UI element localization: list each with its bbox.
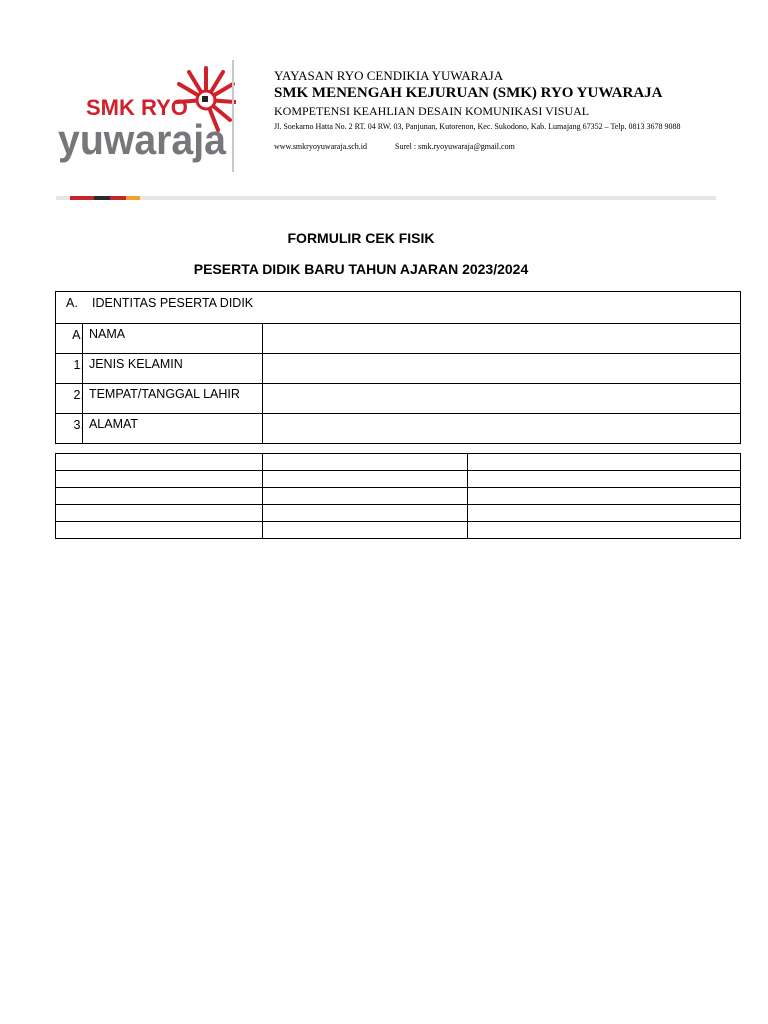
field-input-gender[interactable]: [262, 354, 740, 384]
grid-cell[interactable]: [262, 471, 468, 488]
letterhead: [274, 68, 694, 153]
rule-red-segment-2: [110, 196, 126, 200]
grid-row: [56, 488, 741, 505]
row-number-text: 1.: [73, 358, 84, 372]
school-name: SMK MENENGAH KEJURUAN (SMK) RYO YUWARAJA: [274, 85, 663, 101]
row-number-text: 2.: [73, 388, 84, 402]
grid-row: [56, 471, 741, 488]
section-header: [56, 292, 741, 324]
row-number: [56, 384, 83, 414]
section-header-row: [56, 292, 741, 324]
field-input-address[interactable]: [262, 414, 740, 444]
logo-brand-top: SMK RYO: [86, 95, 188, 120]
grid-cell[interactable]: [262, 505, 468, 522]
field-row-address: [56, 414, 741, 444]
header-rule: [56, 196, 716, 200]
website-link[interactable]: www.smkryoyuwaraja.sch.id: [274, 142, 368, 151]
grid-row: [56, 522, 741, 539]
row-number: [56, 324, 83, 354]
row-number-text: A.: [72, 328, 84, 342]
field-row-name: [56, 324, 741, 354]
grid-cell[interactable]: [262, 488, 468, 505]
rule-dark-segment: [94, 196, 110, 200]
field-input-birth[interactable]: [262, 384, 740, 414]
grid-row: [56, 454, 741, 471]
section-mark: A.: [66, 296, 78, 310]
field-input-name[interactable]: [262, 324, 740, 354]
form-title: FORMULIR CEK FISIK: [287, 230, 435, 246]
field-label-address: ALAMAT: [82, 414, 262, 444]
grid-cell[interactable]: [468, 471, 741, 488]
row-number: [56, 354, 83, 384]
school-logo: [56, 60, 236, 176]
grid-cell[interactable]: [56, 505, 263, 522]
form-subtitle: PESERTA DIDIK BARU TAHUN AJARAN 2023/2024: [193, 261, 529, 277]
contact-line: [274, 141, 694, 153]
row-number: [56, 414, 83, 444]
grid-row: [56, 505, 741, 522]
logo-brand-bottom: yuwaraja: [58, 116, 227, 163]
email-link[interactable]: Surel : smk.ryoyuwaraja@gmail.com: [395, 142, 515, 151]
empty-grid-table: [55, 453, 741, 539]
grid-cell[interactable]: [468, 488, 741, 505]
grid-cell[interactable]: [56, 454, 263, 471]
grid-cell[interactable]: [468, 505, 741, 522]
section-label: IDENTITAS PESERTA DIDIK: [92, 296, 254, 310]
grid-cell[interactable]: [468, 522, 741, 539]
identity-table: [55, 291, 741, 444]
field-label-name: NAMA: [82, 324, 262, 354]
header-divider: [232, 60, 234, 172]
row-number-text: 3.: [73, 418, 84, 432]
field-label-gender: JENIS KELAMIN: [82, 354, 262, 384]
rule-orange-segment: [126, 196, 140, 200]
grid-cell[interactable]: [56, 522, 263, 539]
foundation-name: YAYASAN RYO CENDIKIA YUWARAJA: [274, 68, 504, 83]
field-row-gender: [56, 354, 741, 384]
field-label-birth: TEMPAT/TANGGAL LAHIR: [82, 384, 262, 414]
rule-red-segment: [70, 196, 94, 200]
competency: KOMPETENSI KEAHLIAN DESAIN KOMUNIKASI VISUAL: [274, 104, 590, 118]
grid-cell[interactable]: [262, 454, 468, 471]
field-row-birth: [56, 384, 741, 414]
school-address: Jl. Soekarno Hatta No. 2 RT. 04 RW. 03, Panjunan, Kutorenon, Kec. Sukodono, Kab. Lumajang 67352 – Telp. 0813 3678 9088: [274, 122, 681, 131]
grid-cell[interactable]: [56, 488, 263, 505]
grid-cell[interactable]: [262, 522, 468, 539]
grid-cell[interactable]: [468, 454, 741, 471]
grid-cell[interactable]: [56, 471, 263, 488]
